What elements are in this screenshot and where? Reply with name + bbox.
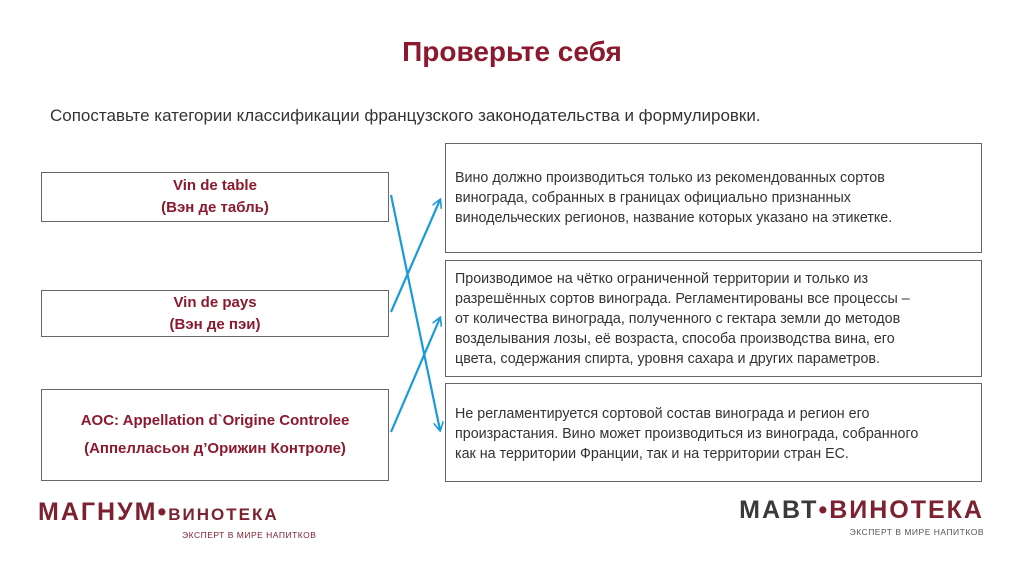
category-name: AOC: Appellation d`Origine Controlee bbox=[80, 412, 350, 429]
mavt-logo bbox=[739, 496, 984, 537]
description-3[interactable] bbox=[445, 383, 982, 482]
logo-tagline: ЭКСПЕРТ В МИРЕ НАПИТКОВ bbox=[182, 530, 317, 540]
category-translit: (Вэн де табль) bbox=[161, 199, 269, 216]
description-line: возделывания лозы, её возраста, способа производства вина, его bbox=[455, 331, 895, 347]
description-line: от количества винограда, полученного с гектара земли до методов bbox=[455, 311, 901, 327]
category-vin-de-table[interactable] bbox=[41, 172, 389, 222]
description-line: Производимое на чётко ограниченной территории и только из bbox=[455, 271, 869, 287]
logo-sub-text: ВИНОТЕКА bbox=[829, 496, 984, 524]
arrow-pays-to-desc1 bbox=[391, 200, 440, 312]
category-vin-de-pays[interactable] bbox=[41, 290, 389, 337]
description-line: цвета, содержания спирта, уровня сахара и других параметров. bbox=[455, 351, 880, 367]
instruction-text: Сопоставьте категории классификации французского законодательства и формулировки. bbox=[50, 106, 761, 125]
logo-main-text: МАВТ bbox=[739, 496, 819, 524]
description-line: винограда, собранных в границах официально признанных bbox=[455, 190, 851, 206]
category-name: Vin de table bbox=[173, 177, 257, 194]
category-translit: (Аппелласьон д’Орижин Контроле) bbox=[84, 440, 346, 457]
page-title: Проверьте себя bbox=[402, 36, 622, 67]
arrow-aoc-to-desc2 bbox=[391, 318, 440, 432]
logo-dot: • bbox=[157, 498, 169, 526]
description-line: как на территории Франции, так и на территории стран ЕС. bbox=[455, 446, 849, 462]
description-line: разрешённых сортов винограда. Регламентированы все процессы – bbox=[455, 291, 910, 307]
arrow-table-to-desc3 bbox=[391, 195, 440, 430]
description-line: Не регламентируется сортовой состав винограда и регион его bbox=[455, 406, 870, 422]
description-1[interactable] bbox=[445, 143, 982, 253]
description-line: винодельческих регионов, название которых указано на этикетке. bbox=[455, 210, 893, 226]
magnum-logo bbox=[38, 498, 317, 540]
logo-main-text: МАГНУМ bbox=[38, 498, 158, 526]
logo-dot: • bbox=[818, 496, 830, 524]
description-2[interactable] bbox=[445, 260, 982, 377]
category-name: Vin de pays bbox=[173, 293, 257, 311]
description-line: Вино должно производиться только из рекомендованных сортов bbox=[455, 170, 885, 186]
logo-sub-text: ВИНОТЕКА bbox=[168, 505, 279, 524]
description-line: произрастания. Вино может производиться из винограда, собранного bbox=[455, 426, 919, 442]
category-aoc[interactable] bbox=[41, 389, 389, 481]
category-translit: (Вэн де пэи) bbox=[169, 315, 261, 333]
logo-tagline: ЭКСПЕРТ В МИРЕ НАПИТКОВ bbox=[849, 527, 984, 537]
